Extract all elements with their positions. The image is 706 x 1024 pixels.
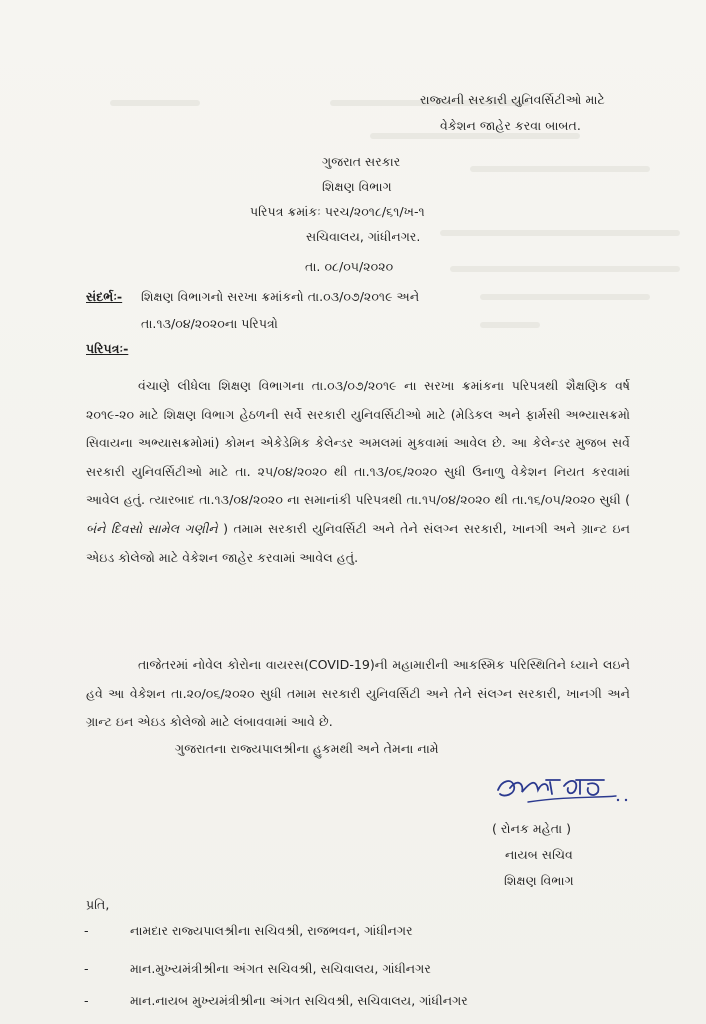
bleed-through-mark xyxy=(480,322,540,328)
governor-order-line: ગુજરાતના રાજ્યપાલશ્રીના હુકમથી અને તેમના નામે xyxy=(175,741,439,756)
handwritten-signature xyxy=(488,758,638,818)
reference-line-1: શિક્ષણ વિભાગનો સરખા ક્રમાંકનો તા.૦૩/૦૭/૨૦૧૯ અને xyxy=(141,289,420,304)
signatory-name: ( રોનક મહેતા ) xyxy=(492,821,572,836)
issuing-address: સચિવાલય, ગાંધીનગર. xyxy=(306,229,421,244)
paragraph-1-text-b: ) તમામ સરકારી યુનિવર્સિટી અને તેને સંલગ્ન સરકારી, ખાનગી અને ગ્રાન્ટ ઇન એઇડ કોલેજો માટે વેકેશન જાહેર કરવામાં આવેલ હતું. xyxy=(86,520,631,565)
recipient-item: નામદાર રાજ્યપાલશ્રીના સચિવશ્રી, રાજભવન, ગાંધીનગર xyxy=(130,923,413,938)
government-name: ગુજરાત સરકાર xyxy=(322,154,401,169)
paragraph-2-text: તાજેતરમાં નોવેલ કોરોના વાયરસ(COVID-19)ની મહામારીની આકસ્મિક પરિસ્થિતિને ધ્યાને લઇને હવે આ વેકેશન તા.૨૦/૦૬/૨૦૨૦ સુધી તમામ સરકારી યુનિવર્સિટી અને તેને સંલગ્ન સરકારી, ખાનગી અને ગ્રાન્ટ ઇન એઇડ કોલેજો માટે લંબાવવામાં આવે છે. xyxy=(86,657,630,730)
bleed-through-mark xyxy=(110,100,200,106)
department-name: શિક્ષણ વિભાગ xyxy=(322,179,392,194)
bleed-through-mark xyxy=(450,266,680,272)
body-paragraph-2 xyxy=(86,651,630,737)
paragraph-1-italic: બંને દિવસો સામેલ ગણીને xyxy=(86,520,224,536)
bleed-through-mark xyxy=(440,230,680,236)
subject-line-1: રાજ્યની સરકારી યુનિવર્સિટીઓ માટે xyxy=(420,92,605,107)
recipient-item: માન.નાયબ મુખ્યમંત્રીશ્રીના અંગત સચિવશ્રી, સચિવાલય, ગાંધીનગર xyxy=(130,993,468,1008)
bleed-through-mark xyxy=(470,166,650,172)
recipient-item: માન.મુખ્યમંત્રીશ્રીના અંગત સચિવશ્રી, સચિવાલય, ગાંધીનગર xyxy=(130,961,431,976)
paragraph-1-text-a: વંચાણે લીધેલા શિક્ષણ વિભાગના તા.૦૩/૦૭/૨૦૧૯ ના સરખા ક્રમાંકના પરિપત્રથી શૈક્ષણિક વર્ષ ૨૦૧૯-૨૦ માટે શિક્ષણ વિભાગ હેઠળની સર્વે સરકારી યુનિવર્સિટીઓ માટે (મેડિકલ અને ફાર્મસી અભ્યાસક્રમો સિવાયના અભ્યાસક્રમોમાં) કોમન એકેડેમિક કેલેન્ડર અમલમાં મુકવામાં આવેલ છે. આ કેલેન્ડર મુજબ સર્વે સરકારી યુનિવર્સિટીઓ માટે તા. ૨૫/૦૪/૨૦૨૦ થી તા.૧૩/૦૬/૨૦૨૦ સુધી ઉનાળુ વેકેશન નિયત કરવામાં આવેલ હતું. ત્યારબાદ તા.૧૩/૦૪/૨૦૨૦ ના સમાનાંકી પરિપત્રથી તા.૧૫/૦૪/૨૦૨૦ થી તા.૧૬/૦૫/૨૦૨૦ સુધી ( xyxy=(86,378,630,508)
reference-line-2: તા.૧૩/૦૪/૨૦૨૦ના પરિપત્રો xyxy=(141,316,278,331)
signatory-designation: નાયબ સચિવ xyxy=(505,847,573,862)
body-paragraph-1 xyxy=(86,372,630,572)
bleed-through-mark xyxy=(480,294,650,300)
recipient-bullet: - xyxy=(84,993,89,1008)
circular-date: તા. ૦૮/૦૫/૨૦૨૦ xyxy=(305,259,394,274)
signatory-department: શિક્ષણ વિભાગ xyxy=(504,873,574,888)
reference-label: સંદર્ભઃ- xyxy=(86,289,123,304)
recipient-bullet: - xyxy=(84,923,89,938)
recipients-label: પ્રતિ, xyxy=(86,897,110,912)
subject-line-2: વેકેશન જાહેર કરવા બાબત. xyxy=(440,118,581,133)
circular-number: પરિપત્ર ક્રમાંકઃ પરચ/૨૦૧૮/૬૧/ખ-૧ xyxy=(250,204,425,219)
recipient-bullet: - xyxy=(84,961,89,976)
circular-label: પરિપત્રઃ- xyxy=(86,341,129,356)
